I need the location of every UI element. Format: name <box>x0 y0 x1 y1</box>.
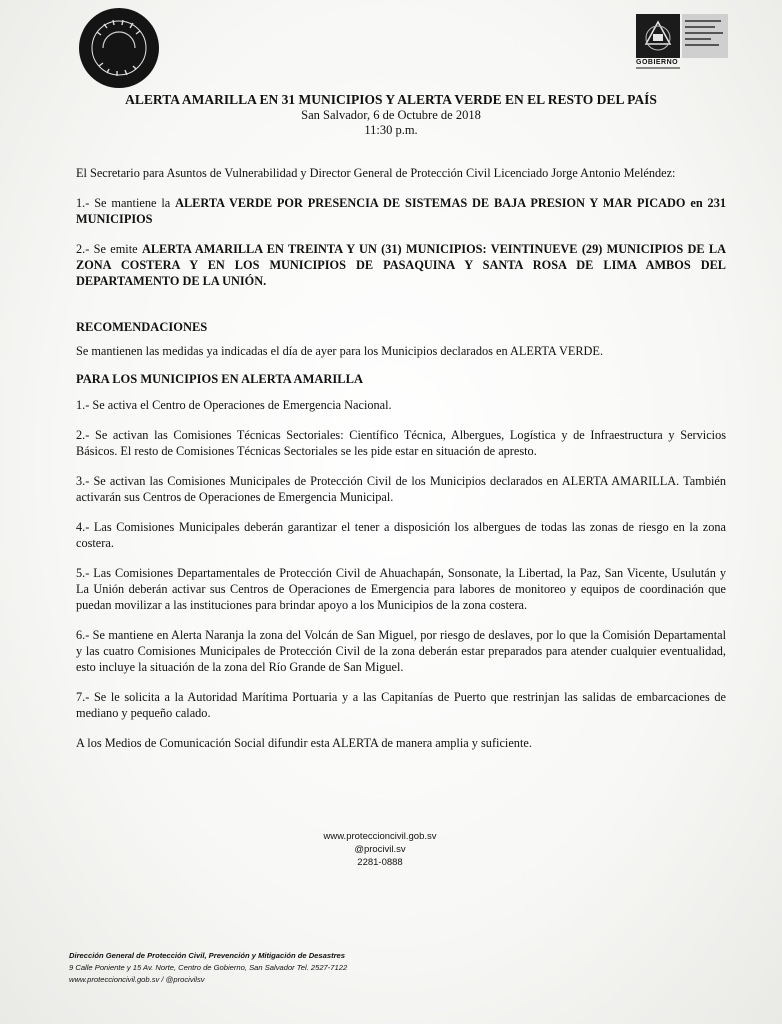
page-footer <box>69 950 489 986</box>
item-1-prefix: 1.- Se mantiene la <box>76 196 176 210</box>
place-date: San Salvador, 6 de Octubre de 2018 <box>301 108 481 122</box>
amarilla-item-3: 3.- Se activan las Comisiones Municipales de Protección Civil de los Municipios declarados en ALERTA AMARILLA. También activarán sus Centros de Operaciones de Emergencia Municipal. <box>76 474 726 504</box>
amarilla-item-2: 2.- Se activan las Comisiones Técnicas Sectoriales: Científico Técnica, Albergues, Logística y de Infraestructura y Servicios Básicos. El resto de Comisiones Técnicas Sectoriales se les pide estar en situación de apresto. <box>76 428 726 458</box>
document-body <box>76 165 726 751</box>
coat-of-arms-icon <box>636 14 680 58</box>
recomendaciones-text: Se mantienen las medidas ya indicadas el día de ayer para los Municipios declarados en ALERTA VERDE. <box>76 344 604 358</box>
amarilla-item-6: 6.- Se mantiene en Alerta Naranja la zona del Volcán de San Miguel, por riesgo de deslaves, por lo que la Comisión Departamental y las cuatro Comisiones Municipales de Protección Civil de la zona deberán estar preparados para atender cualquier eventualidad, esto incluye la situación de la zona del Río Grande de San Miguel. <box>76 628 726 674</box>
footer-address: 9 Calle Poniente y 15 Av. Norte, Centro de Gobierno, San Salvador Tel. 2527-7122 <box>69 963 348 972</box>
contact-block <box>300 830 460 869</box>
item-2-prefix: 2.- Se emite <box>76 242 142 256</box>
document-title: ALERTA AMARILLA EN 31 MUNICIPIOS Y ALERTA VERDE EN EL RESTO DEL PAÍS <box>125 92 657 107</box>
seal-emblem-icon <box>79 8 159 88</box>
ministry-label-block <box>682 14 728 58</box>
intro-paragraph: El Secretario para Asuntos de Vulnerabilidad y Director General de Protección Civil Licenciado Jorge Antonio Meléndez: <box>76 166 676 180</box>
proteccion-civil-seal-logo <box>79 8 159 88</box>
amarilla-item-5: 5.- Las Comisiones Departamentales de Protección Civil de Ahuachapán, Sonsonate, la Libertad, la Paz, San Vicente, Usulután y La Unión deberán activar sus Centros de Operaciones de Emergencia para labores de monitoreo y equipos de coordinación que puedan movilizar a las instituciones para brindar apoyo a los Municipios de la zona costera. <box>76 566 726 612</box>
document-header <box>0 92 782 138</box>
amarilla-item-1: 1.- Se activa el Centro de Operaciones de Emergencia Nacional. <box>76 398 392 412</box>
footer-organization: Dirección General de Protección Civil, Prevención y Mitigación de Desastres <box>69 951 346 960</box>
contact-website-link[interactable]: www.proteccioncivil.gob.sv <box>323 831 437 842</box>
amarilla-heading: PARA LOS MUNICIPIOS EN ALERTA AMARILLA <box>76 372 363 386</box>
item-1-bold: ALERTA VERDE POR PRESENCIA DE SISTEMAS DE BAJA PRESION Y MAR PICADO en 231 MUNICIPIOS <box>76 196 726 226</box>
footer-links[interactable]: www.proteccioncivil.gob.sv / @procivilsv <box>69 975 205 984</box>
closing-paragraph: A los Medios de Comunicación Social difundir esta ALERTA de manera amplia y suficiente. <box>76 736 532 750</box>
recomendaciones-heading: RECOMENDACIONES <box>76 320 208 334</box>
item-1-paragraph <box>76 195 726 227</box>
item-2-paragraph <box>76 241 726 289</box>
amarilla-item-4: 4.- Las Comisiones Municipales deberán garantizar el tener a disposición los albergues de todas las zonas de riesgo en la zona costera. <box>76 520 726 550</box>
item-2-bold: ALERTA AMARILLA EN TREINTA Y UN (31) MUNICIPIOS: VEINTINUEVE (29) MUNICIPIOS DE LA ZONA COSTERA Y EN LOS MUNICIPIOS DE PASAQUINA Y SANTA ROSA DE LIMA AMBOS DEL DEPARTAMENTO DE LA UNIÓN. <box>76 242 726 288</box>
gobierno-logo <box>636 14 728 70</box>
amarilla-item-7: 7.- Se le solicita a la Autoridad Marítima Portuaria y a las Capitanías de Puerto que restrinjan las salidas de embarcaciones de mediano y pequeño calado. <box>76 690 726 720</box>
contact-twitter-handle[interactable]: @procivil.sv <box>354 844 406 855</box>
gobierno-word: GOBIERNO <box>636 59 679 66</box>
contact-phone: 2281-0888 <box>357 857 403 868</box>
time: 11:30 p.m. <box>364 123 418 137</box>
